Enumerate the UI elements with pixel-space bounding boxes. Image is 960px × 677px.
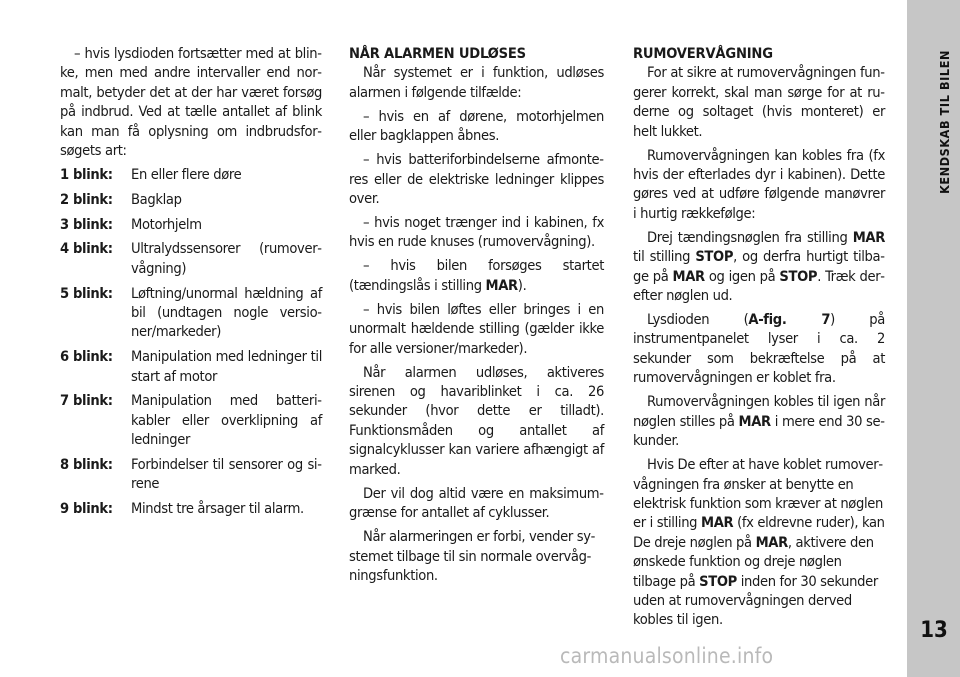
blink-label: 4 blink: xyxy=(60,240,113,258)
text-run: til stilling xyxy=(633,248,696,266)
paragraph: – hvis noget trænger ind i kabinen, fx hvis en rude knuses (rumovervågning). xyxy=(349,214,604,251)
text-run: (fx eldrevne ruder), kan De dreje nøglen på xyxy=(633,514,885,551)
column-interior-monitoring xyxy=(633,44,885,634)
paragraph xyxy=(633,392,885,450)
blink-code-list xyxy=(60,165,322,519)
blink-description: Bagklap xyxy=(131,190,182,208)
paragraph xyxy=(633,228,885,306)
list-item xyxy=(60,499,322,518)
key-position: MAR xyxy=(755,533,788,551)
intro-paragraph: – hvis lysdioden fortsætter med at blinke, men med andre intervaller end normalt, betyder det at der har været forsøg på indbrud. Ved at tælle antallet af blink kan man få oplysning om indbrudsforsøgets art: xyxy=(60,45,322,160)
page-number: 13 xyxy=(920,618,948,643)
blink-label: 3 blink: xyxy=(60,215,113,233)
list-item xyxy=(60,190,322,209)
blink-description: Manipulation med batterikabler eller overklipning af ledninger xyxy=(131,392,322,449)
blink-label: 9 blink: xyxy=(60,500,113,518)
paragraph xyxy=(633,310,885,388)
key-position: STOP xyxy=(695,248,734,266)
blink-label: 6 blink: xyxy=(60,348,113,366)
paragraph: For at sikre at rumovervågningen fungerer korrekt, skal man sørge for at ruderne og soltaget (hvis monteret) er helt lukket. xyxy=(633,64,885,140)
list-item xyxy=(60,347,322,386)
text-run: inden for 30 sekunder uden at rumovervågningen derved kobles til igen. xyxy=(633,572,878,629)
key-position: MAR xyxy=(672,267,705,285)
paragraph: Når alarmeringen er forbi, vender systemet tilbage til sin normale overvågningsfunktion. xyxy=(349,528,596,584)
list-item xyxy=(60,215,322,234)
blink-description: Ultralydssensorer (rumovervågning) xyxy=(131,240,322,277)
paragraph: Når systemet er i funktion, udløses alarmen i følgende tilfælde: xyxy=(349,64,604,101)
text-run: Rumovervågningen kobles til igen når nøglen stilles på xyxy=(633,393,885,430)
column-alarm-blink-codes xyxy=(60,44,322,524)
paragraph: Rumovervågningen kan kobles fra (fx hvis der efterlades dyr i kabinen). Dette gøres ved at udføre følgende manøvrer i hurtig rækkefølge: xyxy=(633,146,885,222)
key-position: MAR xyxy=(485,276,518,294)
list-item xyxy=(60,165,322,184)
text-run: , og derfra hurtigt tilbage på xyxy=(633,248,885,285)
list-item xyxy=(60,239,322,278)
paragraph xyxy=(633,455,885,630)
paragraph xyxy=(349,256,604,295)
paragraph: Når alarmen udløses, aktiveres sirenen og havariblinket i ca. 26 sekunder (hvor dette er tilladt). Funktionsmåden og antallet af signalcyklusser kan variere afhængigt af marked. xyxy=(349,363,604,478)
list-item xyxy=(60,391,322,449)
blink-label: 2 blink: xyxy=(60,190,113,208)
blink-label: 1 blink: xyxy=(60,166,113,184)
key-position: MAR xyxy=(738,412,771,430)
blink-description: Løftning/unormal hældning af bil (undtagen nogle versioner/markeder) xyxy=(131,284,322,341)
paragraph: – hvis bilen løftes eller bringes i en unormalt hældende stilling (gælder ikke for alle versioner/markeder). xyxy=(349,300,604,357)
section-heading: NÅR ALARMEN UDLØSES xyxy=(349,45,526,62)
paragraph: – hvis en af dørene, motorhjelmen eller bagklappen åbnes. xyxy=(349,107,604,145)
blink-description: En eller flere døre xyxy=(131,166,242,184)
key-position: STOP xyxy=(699,572,737,590)
blink-description: Manipulation med ledninger til start af motor xyxy=(131,348,322,385)
blink-description: Mindst tre årsager til alarm. xyxy=(131,500,304,518)
key-position: MAR xyxy=(700,514,734,532)
text-run: i mere end 30 sekunder. xyxy=(633,412,885,450)
text-run: og igen på xyxy=(704,267,780,285)
list-item xyxy=(60,284,322,342)
watermark: carmanualsonline.info xyxy=(560,644,774,668)
blink-label: 5 blink: xyxy=(60,284,113,302)
figure-reference: A-fig. 7 xyxy=(748,311,831,329)
text-run: Hvis De efter at have koblet rumovervågningen fra ønsker at benytte en elektrisk funktion som kræver at nøglen er i stilling xyxy=(633,456,884,532)
list-item xyxy=(60,455,322,494)
text-run: – hvis bilen forsøges startet (tændingslås i stilling xyxy=(349,257,604,294)
key-position: STOP xyxy=(779,267,818,285)
text-run: Drej tændingsnøglen fra stilling xyxy=(647,228,853,246)
section-title: KENDSKAB TIL BILEN xyxy=(937,50,952,194)
text-run: ) på instrumentpanelet lyser i ca. 2 sekunder som bekræftelse på at rumovervågningen er koblet fra. xyxy=(633,311,885,387)
text-run: . Træk derefter nøglen ud. xyxy=(633,267,885,305)
text-run: Lysdioden ( xyxy=(647,311,749,329)
section-heading: RUMOVERVÅGNING xyxy=(633,45,773,62)
blink-description: Motorhjelm xyxy=(131,215,202,233)
paragraph: – hvis batteriforbindelserne afmonteres eller de elektriske ledninger klippes over. xyxy=(349,151,604,208)
section-sidebar xyxy=(907,0,960,677)
key-position: MAR xyxy=(852,228,885,246)
text-run: ). xyxy=(517,276,527,294)
text-run: , aktivere den ønskede funktion og dreje nøglen tilbage på xyxy=(633,533,874,590)
blink-description: Forbindelser til sensorer og sirene xyxy=(131,456,322,493)
paragraph: Der vil dog altid være en maksimumgrænse for antallet af cyklusser. xyxy=(349,484,604,522)
column-when-alarm-triggers xyxy=(349,44,604,590)
blink-label: 7 blink: xyxy=(60,392,113,410)
blink-label: 8 blink: xyxy=(60,456,113,474)
